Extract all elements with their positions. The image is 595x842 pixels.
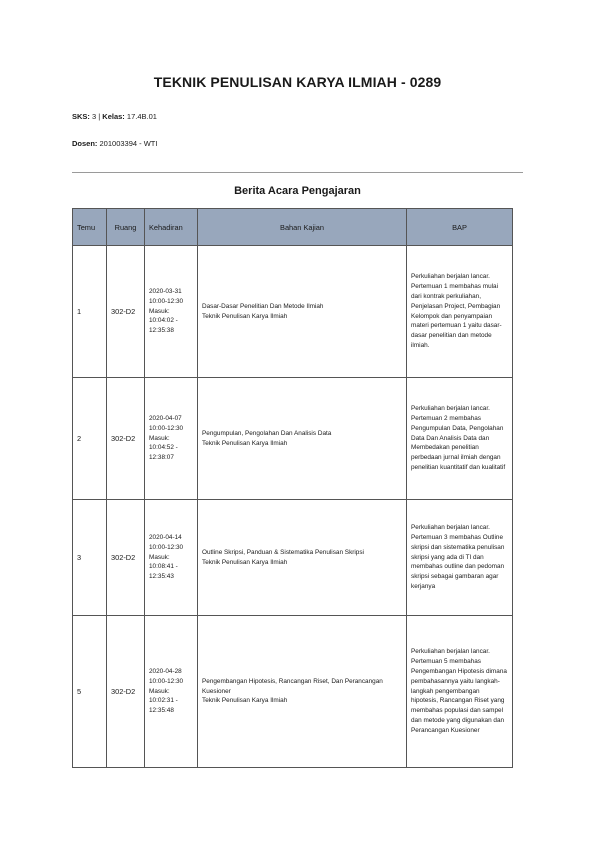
bahan-course: Teknik Penulisan Karya Ilmiah	[202, 312, 288, 320]
cell-bap	[407, 500, 513, 616]
horizontal-divider	[72, 172, 523, 173]
cell-bahan-kajian	[198, 246, 407, 378]
bap-text: Perkuliahan berjalan lancar. Pertemuan 1 membahas mulai dari kontrak perkuliahan, Penjelasan Project, Pembagian Kelompok dan penyampaian materi pertemuan 1 yaitu dasar-dasar penelitian dan metode ilmiah.	[411, 272, 502, 350]
bahan-topic: Outline Skripsi, Panduan & Sistematika Penulisan Skripsi	[202, 548, 364, 556]
cell-ruang: 302-D2	[107, 246, 145, 378]
cell-bap	[407, 616, 513, 768]
course-info-line	[72, 112, 157, 121]
teaching-report-table	[72, 208, 513, 768]
kehadiran-masuk-label: Masuk:	[149, 553, 170, 561]
cell-kehadiran	[145, 246, 198, 378]
bahan-topic: Pengumpulan, Pengolahan Dan Analisis Data	[202, 429, 332, 437]
cell-ruang: 302-D2	[107, 500, 145, 616]
header-kehadiran: Kehadiran	[145, 209, 198, 246]
cell-bahan-kajian	[198, 500, 407, 616]
sks-label: SKS:	[72, 112, 90, 121]
bap-text: Perkuliahan berjalan lancar. Pertemuan 5 membahas Pengembangan Hipotesis dimana pembahasannya yaitu langkah-langkah pengembangan hipotesis, Rancangan Riset yang membahas populasi dan sampel dan metode yang digunakan dan Perancangan Kuesioner	[411, 647, 507, 735]
cell-ruang: 302-D2	[107, 616, 145, 768]
header-bahan-kajian: Bahan Kajian	[198, 209, 407, 246]
kelas-value: 17.4B.01	[124, 112, 157, 121]
cell-temu: 3	[73, 500, 107, 616]
cell-temu: 1	[73, 246, 107, 378]
bahan-course: Teknik Penulisan Karya Ilmiah	[202, 439, 288, 447]
table-header-row	[73, 209, 513, 246]
cell-bahan-kajian	[198, 378, 407, 500]
kehadiran-time: 10:02:31 - 12:35:48	[149, 697, 178, 715]
kehadiran-masuk-label: Masuk:	[149, 687, 170, 695]
bap-text: Perkuliahan berjalan lancar. Pertemuan 2 membahas Pengumpulan Data, Pengolahan Data Dan Analisis Data dan Membedakan penelitian perbedaan jurnal ilmiah dengan penelitian kuantitatif dan kualitatif	[411, 404, 506, 472]
header-bap: BAP	[407, 209, 513, 246]
dosen-label: Dosen:	[72, 139, 98, 148]
table-row	[73, 616, 513, 768]
section-title: Berita Acara Pengajaran	[234, 185, 361, 197]
header-ruang: Ruang	[107, 209, 145, 246]
document-title: TEKNIK PENULISAN KARYA ILMIAH - 0289	[153, 74, 442, 90]
table-row	[73, 246, 513, 378]
kehadiran-schedule: 2020-04-14 10:00-12:30	[149, 533, 184, 551]
kehadiran-time: 10:08:41 - 12:35:43	[149, 563, 178, 581]
bahan-topic: Dasar-Dasar Penelitian Dan Metode Ilmiah	[202, 302, 324, 310]
sks-value: 3 |	[89, 112, 103, 121]
bahan-topic: Pengembangan Hipotesis, Rancangan Riset, Dan Perancangan Kuesioner	[202, 677, 383, 695]
cell-kehadiran	[145, 500, 198, 616]
cell-kehadiran	[145, 378, 198, 500]
header-temu: Temu	[73, 209, 107, 246]
cell-bap	[407, 246, 513, 378]
table-row	[73, 500, 513, 616]
kehadiran-masuk-label: Masuk:	[149, 307, 170, 315]
kehadiran-schedule: 2020-03-31 10:00-12:30	[149, 287, 184, 305]
kehadiran-masuk-label: Masuk:	[149, 434, 170, 442]
kehadiran-schedule: 2020-04-28 10:00-12:30	[149, 667, 184, 685]
bahan-course: Teknik Penulisan Karya Ilmiah	[202, 697, 288, 705]
bap-text: Perkuliahan berjalan lancar. Pertemuan 3 membahas Outline skripsi dan sistematika penulisan skripsi yang ada di TI dan membahas outline dan pedoman skripsi sebagai gambaran agar kerjanya	[411, 523, 505, 591]
cell-bahan-kajian	[198, 616, 407, 768]
kelas-label: Kelas:	[102, 112, 125, 121]
cell-bap	[407, 378, 513, 500]
table-row	[73, 378, 513, 500]
cell-kehadiran	[145, 616, 198, 768]
kehadiran-time: 10:04:02 - 12:35:38	[149, 317, 178, 335]
cell-temu: 2	[73, 378, 107, 500]
kehadiran-time: 10:04:52 - 12:38:07	[149, 444, 178, 462]
cell-temu: 5	[73, 616, 107, 768]
lecturer-info-line	[72, 139, 157, 148]
dosen-value: 201003394 - WTI	[97, 139, 158, 148]
cell-ruang: 302-D2	[107, 378, 145, 500]
bahan-course: Teknik Penulisan Karya Ilmiah	[202, 558, 288, 566]
kehadiran-schedule: 2020-04-07 10:00-12:30	[149, 414, 184, 432]
